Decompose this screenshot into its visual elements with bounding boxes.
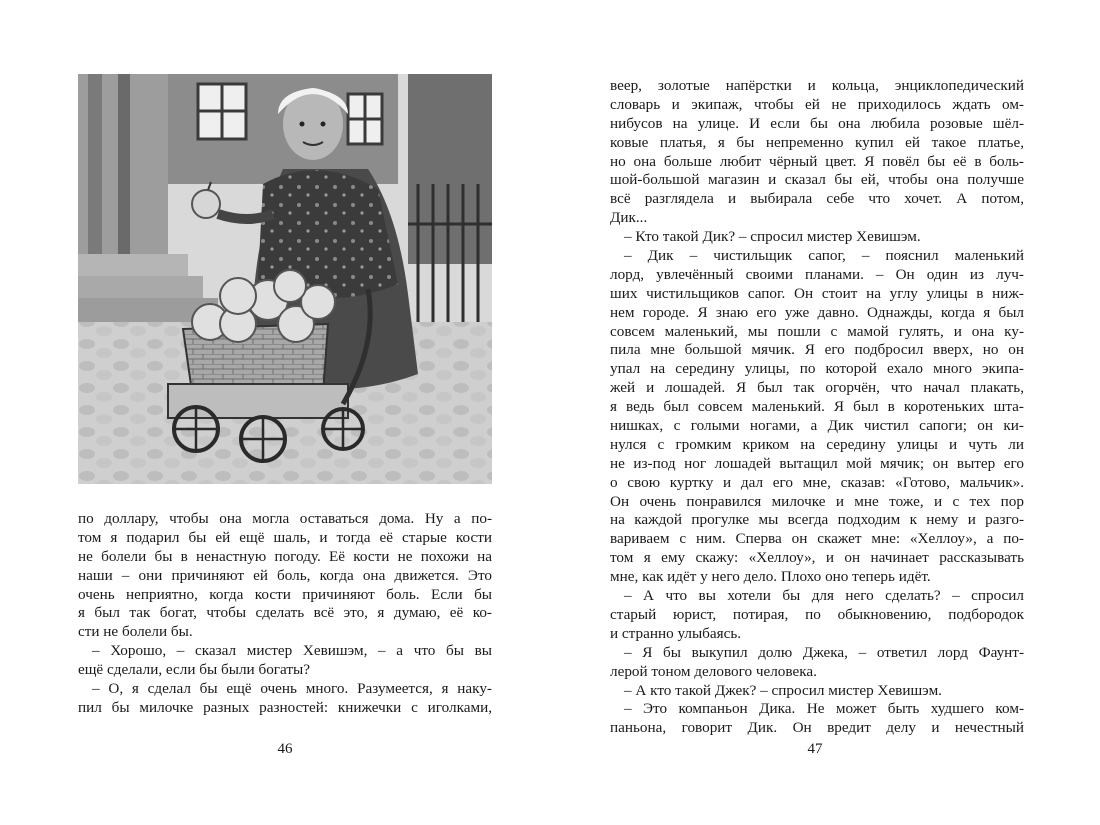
- text-line: пила мне большой мячик. Я его подбросил вверх, но он: [610, 341, 1024, 359]
- page-number: 47: [807, 741, 823, 757]
- text-line: ковые платья, я бы непременно купил ей такое платье,: [610, 133, 1024, 151]
- text-line: – Хорошо, – сказал мистер Хевишэм, – а что бы вы: [92, 642, 492, 660]
- text-line: ших чистильщиков сапог. Он стоит на углу улицы в ниж-: [610, 284, 1024, 302]
- text-line: наши – они причиняют ей боль, когда она движется. Это: [78, 566, 492, 584]
- text-line: очень неприятно, когда кости причиняют боль. Если бы: [78, 585, 492, 603]
- text-line: о свою куртку и дал его мне, сказав: «Готово, мальчик».: [610, 473, 1024, 491]
- text-line: на каждой прогулке мы всегда подходим к нему и разго-: [610, 511, 1024, 529]
- text-line: нибусов на улице. И если бы она любила розовые шёл-: [610, 114, 1024, 132]
- text-line: том я подарил бы ей ещё шаль, и тогда её старые кости: [78, 528, 492, 546]
- text-line: нишках, с голыми ногами, а Дик чистил сапоги; он ки-: [610, 417, 1024, 435]
- text-line: я был так богат, чтобы сделать всё это, я думаю, её ко-: [78, 604, 492, 622]
- right-page-text: [610, 77, 1024, 738]
- text-line: упал на середину улицы, по которой ехало много экипа-: [610, 360, 1024, 378]
- text-line: лорд, увлечённый своими планами. – Он один из луч-: [610, 265, 1024, 283]
- text-line: словарь и экипаж, чтобы ей не приходилось ждать ом-: [610, 95, 1024, 113]
- illustration-apple-woman: [78, 74, 492, 484]
- text-line: – Это компаньон Дика. Не может быть худшего ком-: [624, 700, 1024, 718]
- text-line: жей и лошадей. Я был так огорчён, что начал плакать,: [610, 379, 1024, 397]
- text-line: – А что вы хотели бы для него сделать? – спросил: [624, 587, 1024, 605]
- illustration-drawing: [78, 74, 492, 484]
- text-line: шой-большой магазин и сказал бы ей, чтобы она получше: [610, 171, 1024, 189]
- text-line: лерой тоном делового человека.: [610, 662, 817, 680]
- right-page: [550, 0, 1100, 825]
- text-line: паньона, говорит Дик. Он вредит делу и нечестный: [610, 719, 1024, 737]
- text-line: но она больше любит чёрный цвет. Я повёл бы её в боль-: [610, 152, 1024, 170]
- text-line: пил бы милочке разных разностей: книжечки с иголками,: [78, 698, 492, 716]
- text-line: по доллару, чтобы она могла оставаться дома. Ну а по-: [78, 510, 492, 527]
- text-line: нем городе. Я знаю его уже давно. Однажды, когда я был: [610, 303, 1024, 321]
- left-page-text: [78, 510, 492, 718]
- text-line: – А кто такой Джек? – спросил мистер Хевишэм.: [624, 681, 942, 699]
- text-line: сти не болели бы.: [78, 623, 193, 641]
- text-line: веер, золотые напёрстки и кольца, энциклопедический: [610, 77, 1024, 94]
- text-line: всё разглядела и выбирала себе что хочет. А потом,: [610, 190, 1024, 208]
- text-line: не из-под ног лошадей вытащил мой мячик; он вытер его: [610, 454, 1024, 472]
- text-line: старый юрист, потирая, по обыкновению, подбородок: [610, 605, 1024, 623]
- text-line: и странно улыбаясь.: [610, 624, 742, 642]
- text-line: мне, как идёт у него дело. Плохо оно теперь идёт.: [610, 568, 931, 586]
- text-line: нулся с громким криком на середину улицы и чуть ли: [610, 435, 1024, 453]
- text-line: не болели бы в ненастную погоду. Её кости не похожи на: [78, 547, 492, 565]
- page-number: 46: [277, 741, 293, 757]
- text-line: Дик...: [610, 209, 648, 227]
- text-line: я ведь был совсем маленький. Я был в коротеньких шта-: [610, 398, 1024, 416]
- text-line: вариваем с ним. Сперва он скажет мне: «Хеллоу», а по-: [610, 530, 1024, 548]
- text-line: – Дик – чистильщик сапог, – пояснил маленький: [624, 247, 1024, 265]
- text-line: ещё сделали, если бы были богаты?: [78, 661, 310, 679]
- text-line: совсем маленький, мы пошли с мамой гулять, и она ку-: [610, 322, 1024, 340]
- text-line: – Я бы выкупил долю Джека, – ответил лорд Фаунт-: [624, 643, 1024, 661]
- text-line: Он очень понравился милочке и мне тоже, и с тех пор: [610, 492, 1024, 510]
- text-line: том я ему скажу: «Хеллоу», и он начинает рассказывать: [610, 549, 1024, 567]
- text-line: – О, я сделал бы ещё очень много. Разумеется, я наку-: [92, 680, 492, 698]
- text-line: – Кто такой Дик? – спросил мистер Хевишэм.: [624, 228, 921, 246]
